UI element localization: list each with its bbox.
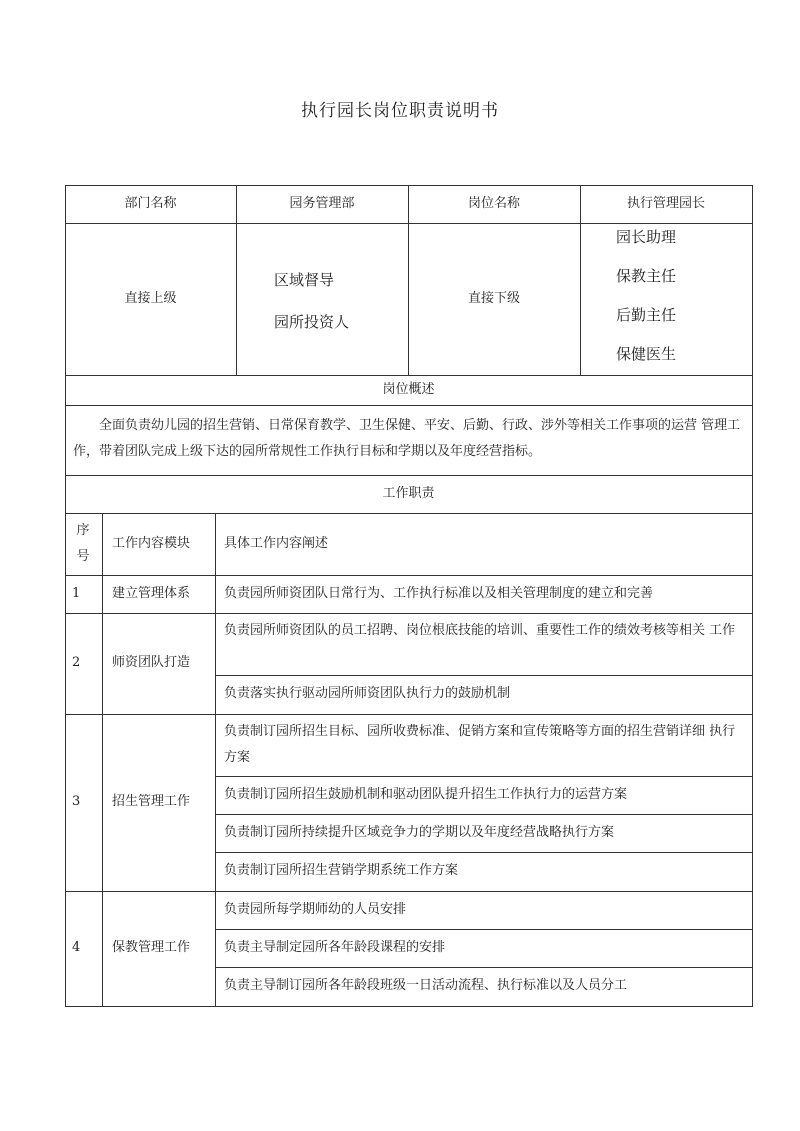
overview-text: 全面负责幼儿园的招生营销、日常保育教学、卫生保健、平安、后勤、行政、涉外等相关工作事项的运营 管理工作，带着团队完成上级下达的园所常规性工作执行目标和学期以及年度经营指标。 xyxy=(73,418,741,459)
dept-value: 园务管理部 xyxy=(289,195,355,211)
row-no: 4 xyxy=(72,940,81,956)
row-item: 负责主导制订园所各年龄段班级一日活动流程、执行标准以及人员分工 xyxy=(224,978,628,994)
row-module: 保教管理工作 xyxy=(112,940,191,956)
row-item: 负责主导制定园所各年龄段课程的安排 xyxy=(224,939,446,955)
row-no: 2 xyxy=(72,655,81,671)
post-value: 执行管理园长 xyxy=(626,195,705,211)
row-no: 1 xyxy=(72,585,81,601)
post-label: 岗位名称 xyxy=(467,195,520,211)
row-item: 负责制订园所招生营销学期系统工作方案 xyxy=(224,863,459,879)
col-header-no: 序号 xyxy=(76,523,90,564)
subordinate-item: 保教主任 xyxy=(616,267,677,285)
row-item: 负责园所师资团队的员工招聘、岗位根底技能的培训、重要性工作的绩效考核等相关 工作 xyxy=(224,623,736,638)
col-header-module: 工作内容模块 xyxy=(112,535,191,551)
col-header-detail: 具体工作内容阐述 xyxy=(224,535,329,551)
duties-heading: 工作职责 xyxy=(382,485,435,501)
row-module: 师资团队打造 xyxy=(112,655,191,671)
row-no: 3 xyxy=(72,794,81,810)
row-item: 负责制订园所招生鼓励机制和驱动团队提升招生工作执行力的运营方案 xyxy=(224,786,628,802)
page-title: 执行园长岗位职责说明书 xyxy=(301,101,499,121)
row-module: 招生管理工作 xyxy=(112,794,191,810)
subordinate-item: 园长助理 xyxy=(616,228,677,246)
row-item: 负责落实执行驱动园所师资团队执行力的鼓励机制 xyxy=(224,686,511,702)
subordinate-item: 后勤主任 xyxy=(616,306,677,324)
row-item: 负责园所师资团队日常行为、工作执行标准以及相关管理制度的建立和完善 xyxy=(224,585,654,601)
row-module: 建立管理体系 xyxy=(112,585,191,601)
row-item: 负责制订园所招生目标、园所收费标准、促销方案和宣传策略等方面的招生营销详细 执行方案 xyxy=(224,724,736,765)
superior-item: 园所投资人 xyxy=(274,313,350,331)
overview-heading: 岗位概述 xyxy=(382,381,435,397)
row-item: 负责制订园所持续提升区域竞争力的学期以及年度经营战略执行方案 xyxy=(224,824,615,840)
dept-label: 部门名称 xyxy=(124,195,177,211)
superior-item: 区域督导 xyxy=(274,271,335,289)
row-item: 负责园所每学期师幼的人员安排 xyxy=(224,901,407,917)
subordinate-item: 保健医生 xyxy=(616,345,677,363)
subordinate-label: 直接下级 xyxy=(467,290,520,306)
superior-label: 直接上级 xyxy=(124,290,177,306)
